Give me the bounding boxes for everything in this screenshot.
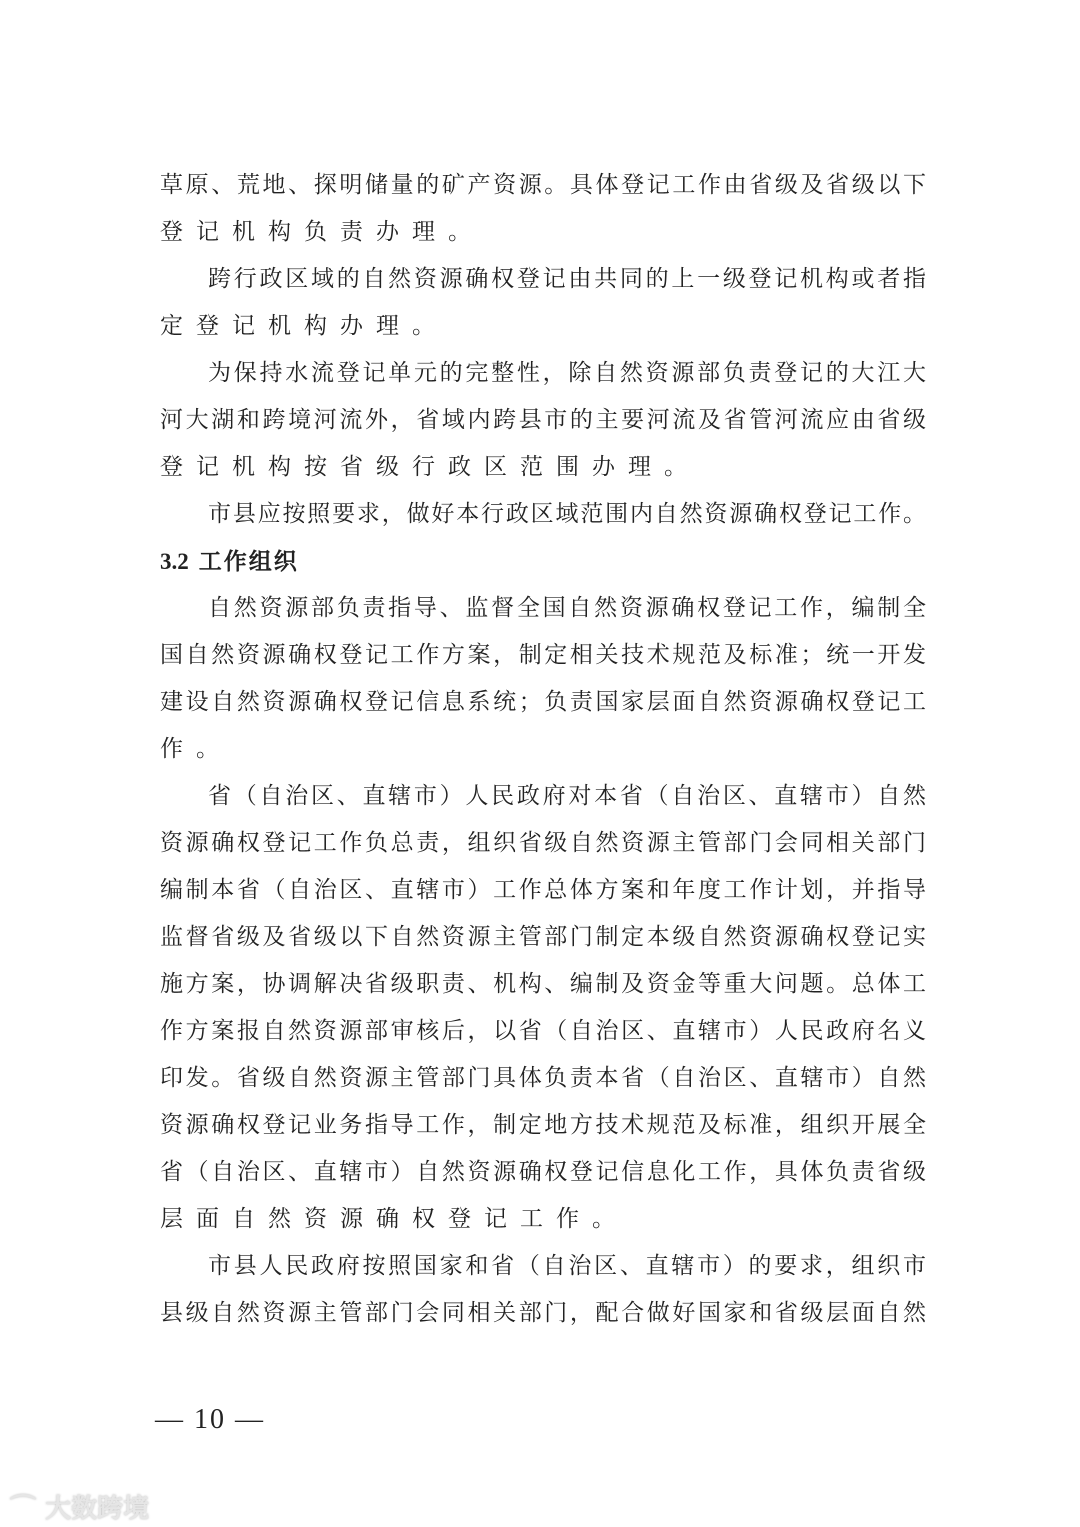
paragraph [160, 585, 926, 773]
text-line: 定登记机构办理。 [160, 313, 448, 339]
document-body [160, 162, 926, 1337]
text-line: 为保持水流登记单元的完整性，除自然资源部负责登记的大江大 [208, 360, 926, 386]
text-line: 县级自然资源主管部门会同相关部门，配合做好国家和省级层面自然 [160, 1300, 926, 1326]
section-number: 3.2 [160, 549, 189, 574]
text-line: 河大湖和跨境河流外，省域内跨县市的主要河流及省管河流应由省级 [160, 407, 926, 433]
paragraph [160, 256, 926, 350]
text-line: 登记机构按省级行政区范围办理。 [160, 454, 700, 480]
paragraph [160, 1243, 926, 1337]
text-line: 草原、荒地、探明储量的矿产资源。具体登记工作由省级及省级以下 [160, 172, 926, 198]
text-line: 国自然资源确权登记工作方案，制定相关技术规范及标准；统一开发 [160, 642, 926, 668]
text-line: 登记机构负责办理。 [160, 219, 484, 245]
text-line: 作。 [160, 736, 232, 762]
watermark-text: 大数跨境 [45, 1494, 150, 1524]
text-line: 作方案报自然资源部审核后，以省（自治区、直辖市）人民政府名义 [160, 1018, 926, 1044]
text-line: 市县人民政府按照国家和省（自治区、直辖市）的要求，组织市 [208, 1253, 926, 1279]
text-line: 自然资源部负责指导、监督全国自然资源确权登记工作，编制全 [208, 595, 926, 621]
text-line: 资源确权登记工作负总责，组织省级自然资源主管部门会同相关部门 [160, 830, 926, 856]
text-line: 市县应按照要求，做好本行政区域范围内自然资源确权登记工作。 [208, 501, 926, 527]
text-line: 监督省级及省级以下自然资源主管部门制定本级自然资源确权登记实 [160, 924, 926, 950]
paragraph [160, 491, 926, 538]
paragraph [160, 773, 926, 1243]
text-line: 施方案，协调解决省级职责、机构、编制及资金等重大问题。总体工 [160, 971, 926, 997]
text-line: 层面自然资源确权登记工作。 [160, 1206, 628, 1232]
text-line: 编制本省（自治区、直辖市）工作总体方案和年度工作计划，并指导 [160, 877, 926, 903]
page-number: — 10 — [155, 1404, 265, 1435]
text-line: 建设自然资源确权登记信息系统；负责国家层面自然资源确权登记工 [160, 689, 926, 715]
paragraph [160, 162, 926, 256]
section-heading [160, 538, 926, 585]
watermark-logo: ⌒ 大数跨境 [10, 1494, 150, 1524]
text-line: 省（自治区、直辖市）人民政府对本省（自治区、直辖市）自然 [208, 783, 926, 809]
text-line: 省（自治区、直辖市）自然资源确权登记信息化工作，具体负责省级 [160, 1159, 926, 1185]
text-line: 资源确权登记业务指导工作，制定地方技术规范及标准，组织开展全 [160, 1112, 926, 1138]
section-title: 工作组织 [198, 548, 299, 575]
text-line: 跨行政区域的自然资源确权登记由共同的上一级登记机构或者指 [208, 266, 926, 292]
text-line: 印发。省级自然资源主管部门具体负责本省（自治区、直辖市）自然 [160, 1065, 926, 1091]
paragraph [160, 350, 926, 491]
